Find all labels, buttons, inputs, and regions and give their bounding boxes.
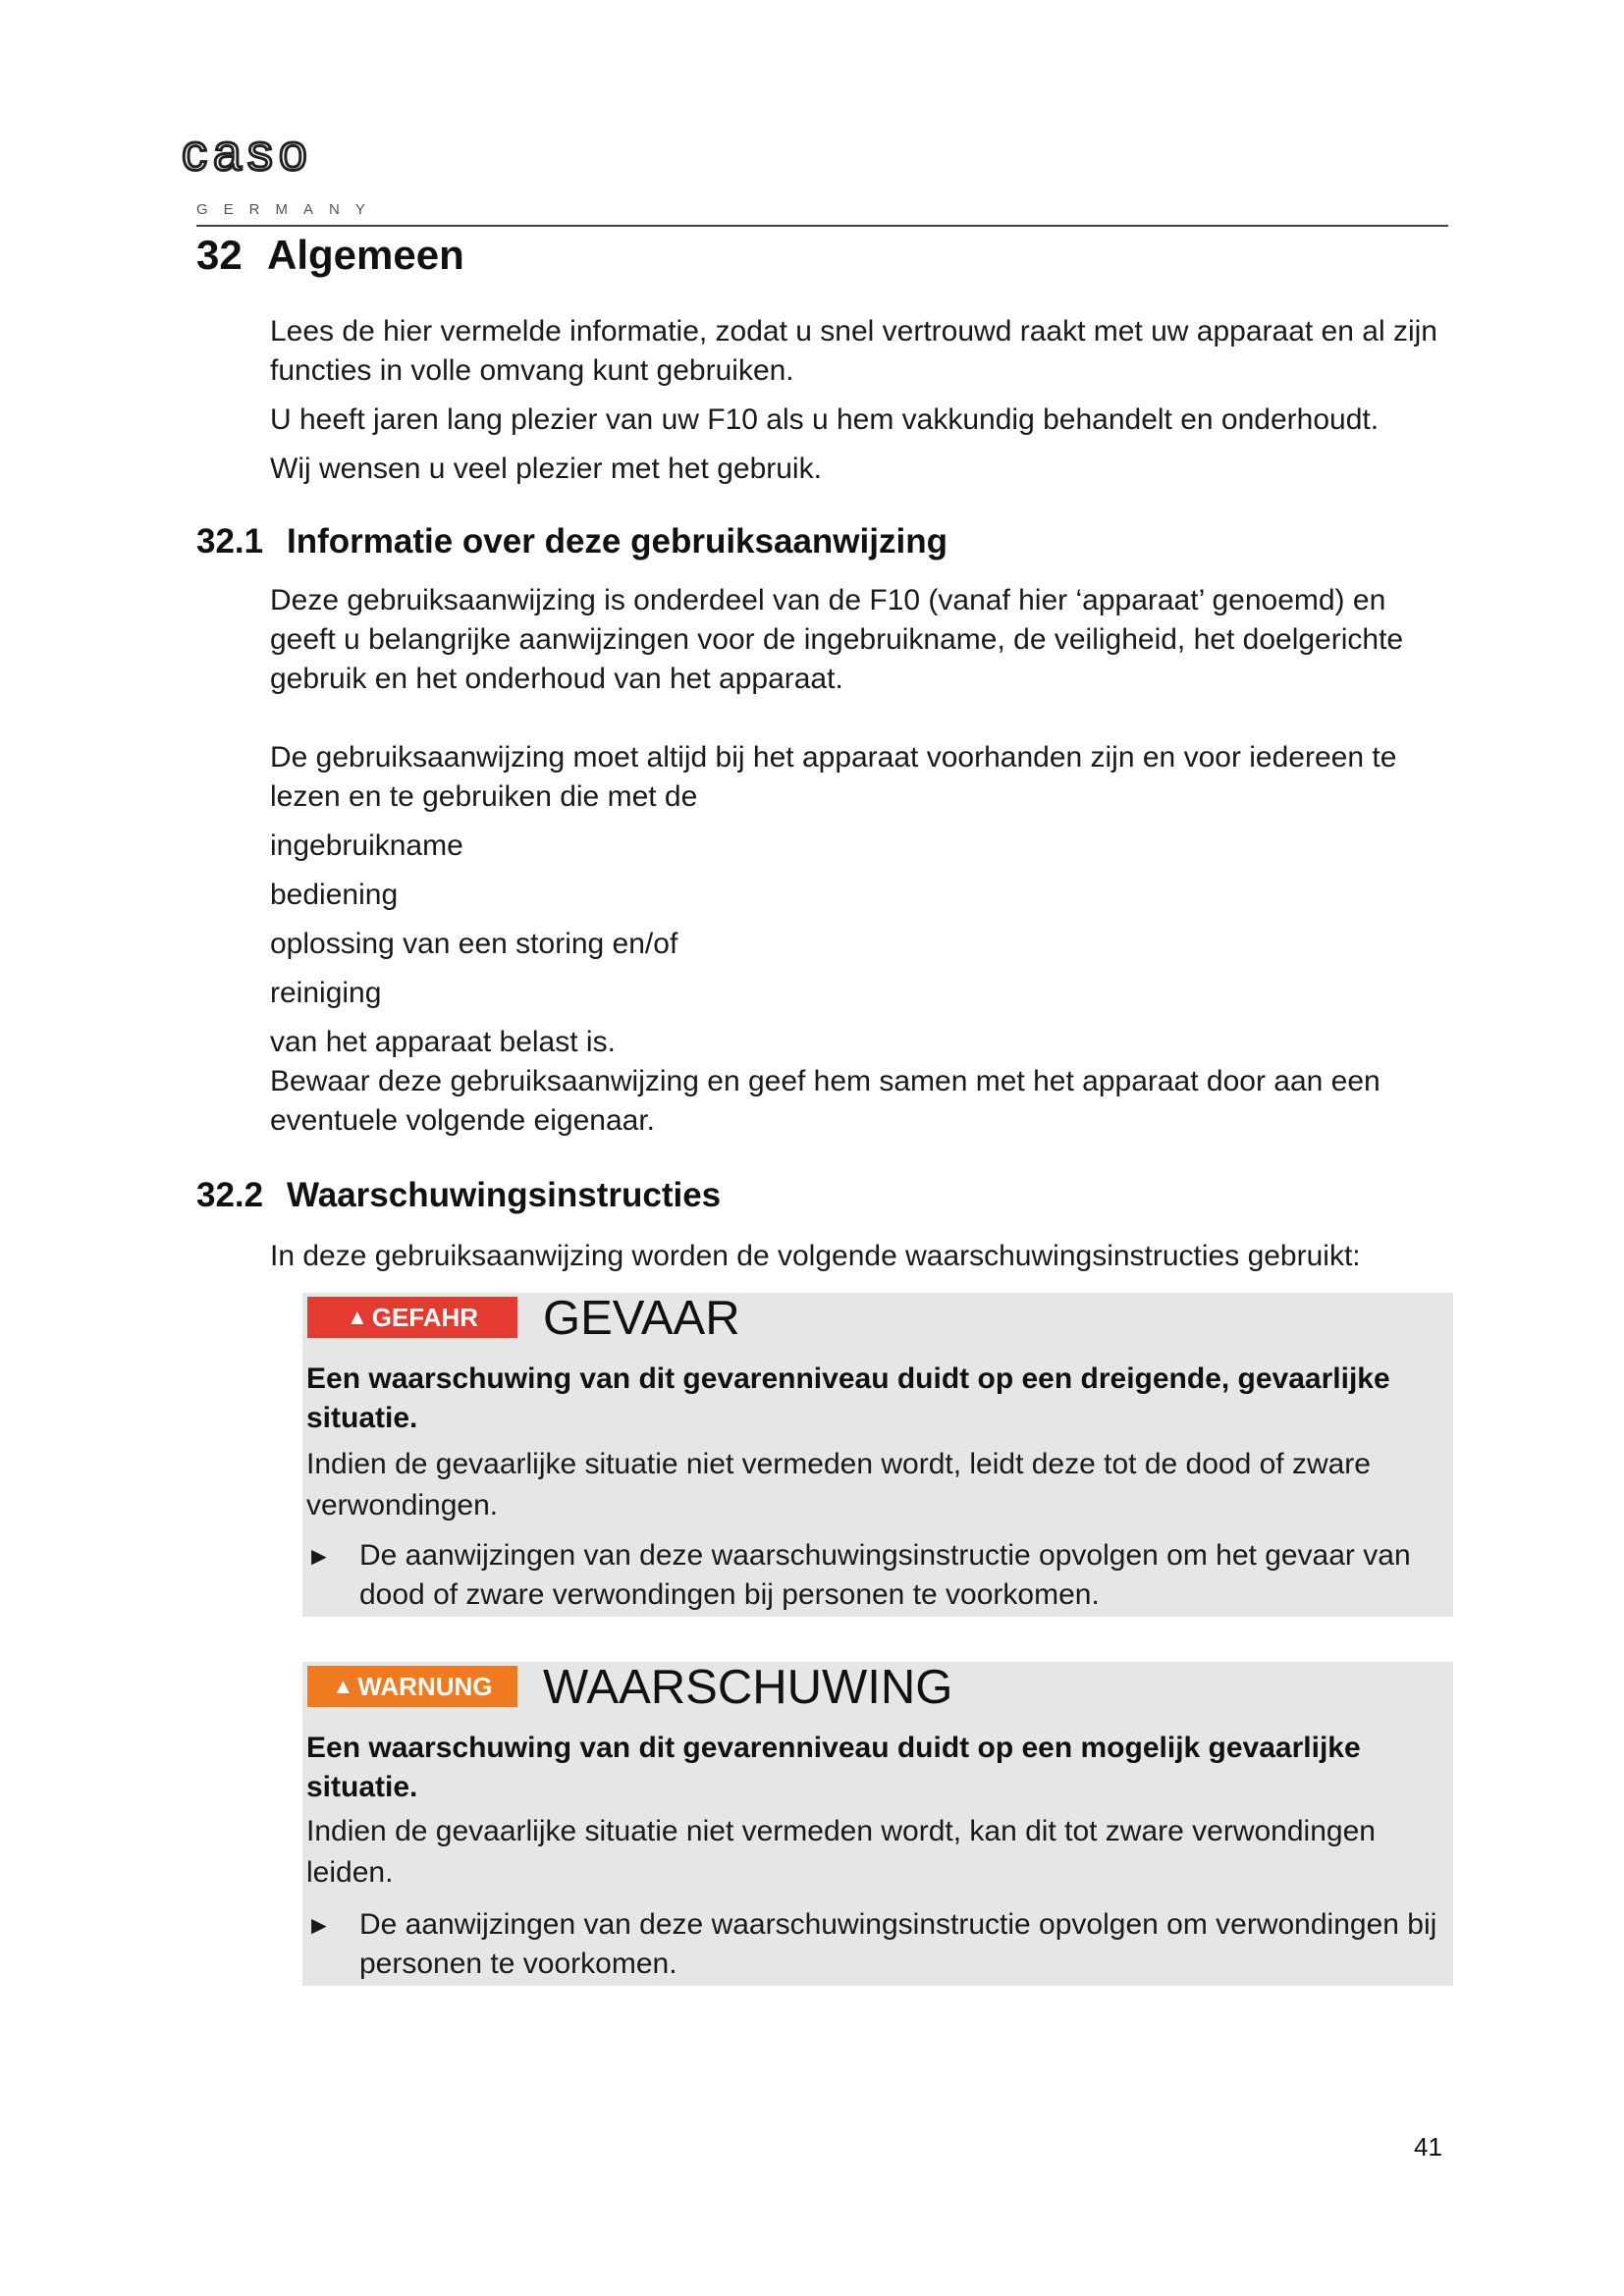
danger-text: Indien de gevaarlijke situatie niet vermeden wordt, leidt deze tot de dood of zware verwondingen. — [306, 1448, 1371, 1522]
subsection-title: Waarschuwingsinstructies — [287, 1176, 722, 1214]
paragraph: van het apparaat belast is. — [270, 1026, 616, 1058]
list-item: reiniging — [270, 977, 382, 1009]
warning-title: WAARSCHUWING — [543, 1661, 953, 1714]
list-item: ingebruikname — [270, 829, 463, 862]
logo-subtitle: GERMANY — [196, 201, 381, 218]
warning-badge — [307, 1666, 517, 1707]
paragraph: Lees de hier vermelde informatie, zodat u snel vertrouwd raakt met uw apparaat en al zijn functies in volle omvang kunt gebruiken. — [270, 315, 1437, 387]
paragraph: U heeft jaren lang plezier van uw F10 als u hem vakkundig behandelt en onderhoudt. — [270, 403, 1380, 436]
danger-badge — [307, 1297, 517, 1338]
danger-badge-label: GEFAHR — [371, 1302, 479, 1332]
section-intro — [270, 312, 1458, 489]
svg-text:caso: caso — [182, 133, 313, 182]
danger-action — [306, 1536, 1445, 1615]
subsection-title: Informatie over deze gebruiksaanwijzing — [287, 522, 947, 561]
danger-action-text: De aanwijzingen van deze waarschuwingsinstructie opvolgen om het gevaar van dood of zware verwondingen bij personen te voorkomen. — [359, 1539, 1411, 1611]
subsection-heading-32-2 — [196, 1176, 721, 1215]
subsection-number: 32.1 — [196, 522, 264, 561]
section-heading — [196, 232, 464, 279]
subsection-heading-32-1 — [196, 522, 947, 561]
warning-action — [306, 1905, 1445, 1984]
warning-badge-label: WARNUNG — [357, 1671, 493, 1701]
paragraph: In deze gebruiksaanwijzing worden de volgende waarschuwingsinstructies gebruikt: — [270, 1240, 1361, 1272]
list-item: bediening — [270, 879, 399, 911]
danger-box — [302, 1293, 1453, 1617]
logo-mark-icon — [182, 133, 378, 182]
caso-logo — [182, 133, 388, 226]
subsection-intro-32-2 — [270, 1237, 1458, 1276]
paragraph: Bewaar deze gebruiksaanwijzing en geef hem samen met het apparaat door aan een eventuele volgende eigenaar. — [270, 1065, 1380, 1137]
page-number: 41 — [1414, 2132, 1442, 2162]
paragraph: Wij wensen u veel plezier met het gebruik. — [270, 453, 822, 485]
paragraph: Deze gebruiksaanwijzing is onderdeel van de F10 (vanaf hier ‘apparaat’ genoemd) en geeft u belangrijke aanwijzingen voor de ingebruikname, de veiligheid, het doelgerichte gebruik en het onderhoud van het apparaat. — [270, 584, 1404, 695]
warning-action-text: De aanwijzingen van deze waarschuwingsinstructie opvolgen om verwondingen bij personen te voorkomen. — [359, 1908, 1437, 1980]
subsection-number: 32.2 — [196, 1176, 264, 1214]
warning-box — [302, 1662, 1453, 1986]
section-number: 32 — [196, 232, 243, 278]
warning-triangle-icon: ▲ — [346, 1305, 368, 1329]
danger-title: GEVAAR — [543, 1292, 740, 1345]
arrow-right-icon: ► — [306, 1910, 332, 1940]
header-divider — [196, 225, 1448, 227]
arrow-right-icon: ► — [306, 1541, 332, 1571]
warning-triangle-icon: ▲ — [332, 1674, 354, 1698]
subsection-body-32-1 — [270, 581, 1458, 1141]
warning-text: Indien de gevaarlijke situatie niet vermeden wordt, kan dit tot zware verwondingen leiden. — [306, 1815, 1376, 1889]
warning-bold-text: Een waarschuwing van dit gevarenniveau duidt op een mogelijk gevaarlijke situatie. — [306, 1732, 1361, 1803]
list-item: oplossing van een storing en/of — [270, 928, 678, 960]
danger-bold-text: Een waarschuwing van dit gevarenniveau duidt op een dreigende, gevaarlijke situatie. — [306, 1362, 1390, 1434]
paragraph: De gebruiksaanwijzing moet altijd bij het apparaat voorhanden zijn en voor iedereen te lezen en te gebruiken die met de — [270, 741, 1397, 813]
section-title: Algemeen — [267, 232, 464, 278]
